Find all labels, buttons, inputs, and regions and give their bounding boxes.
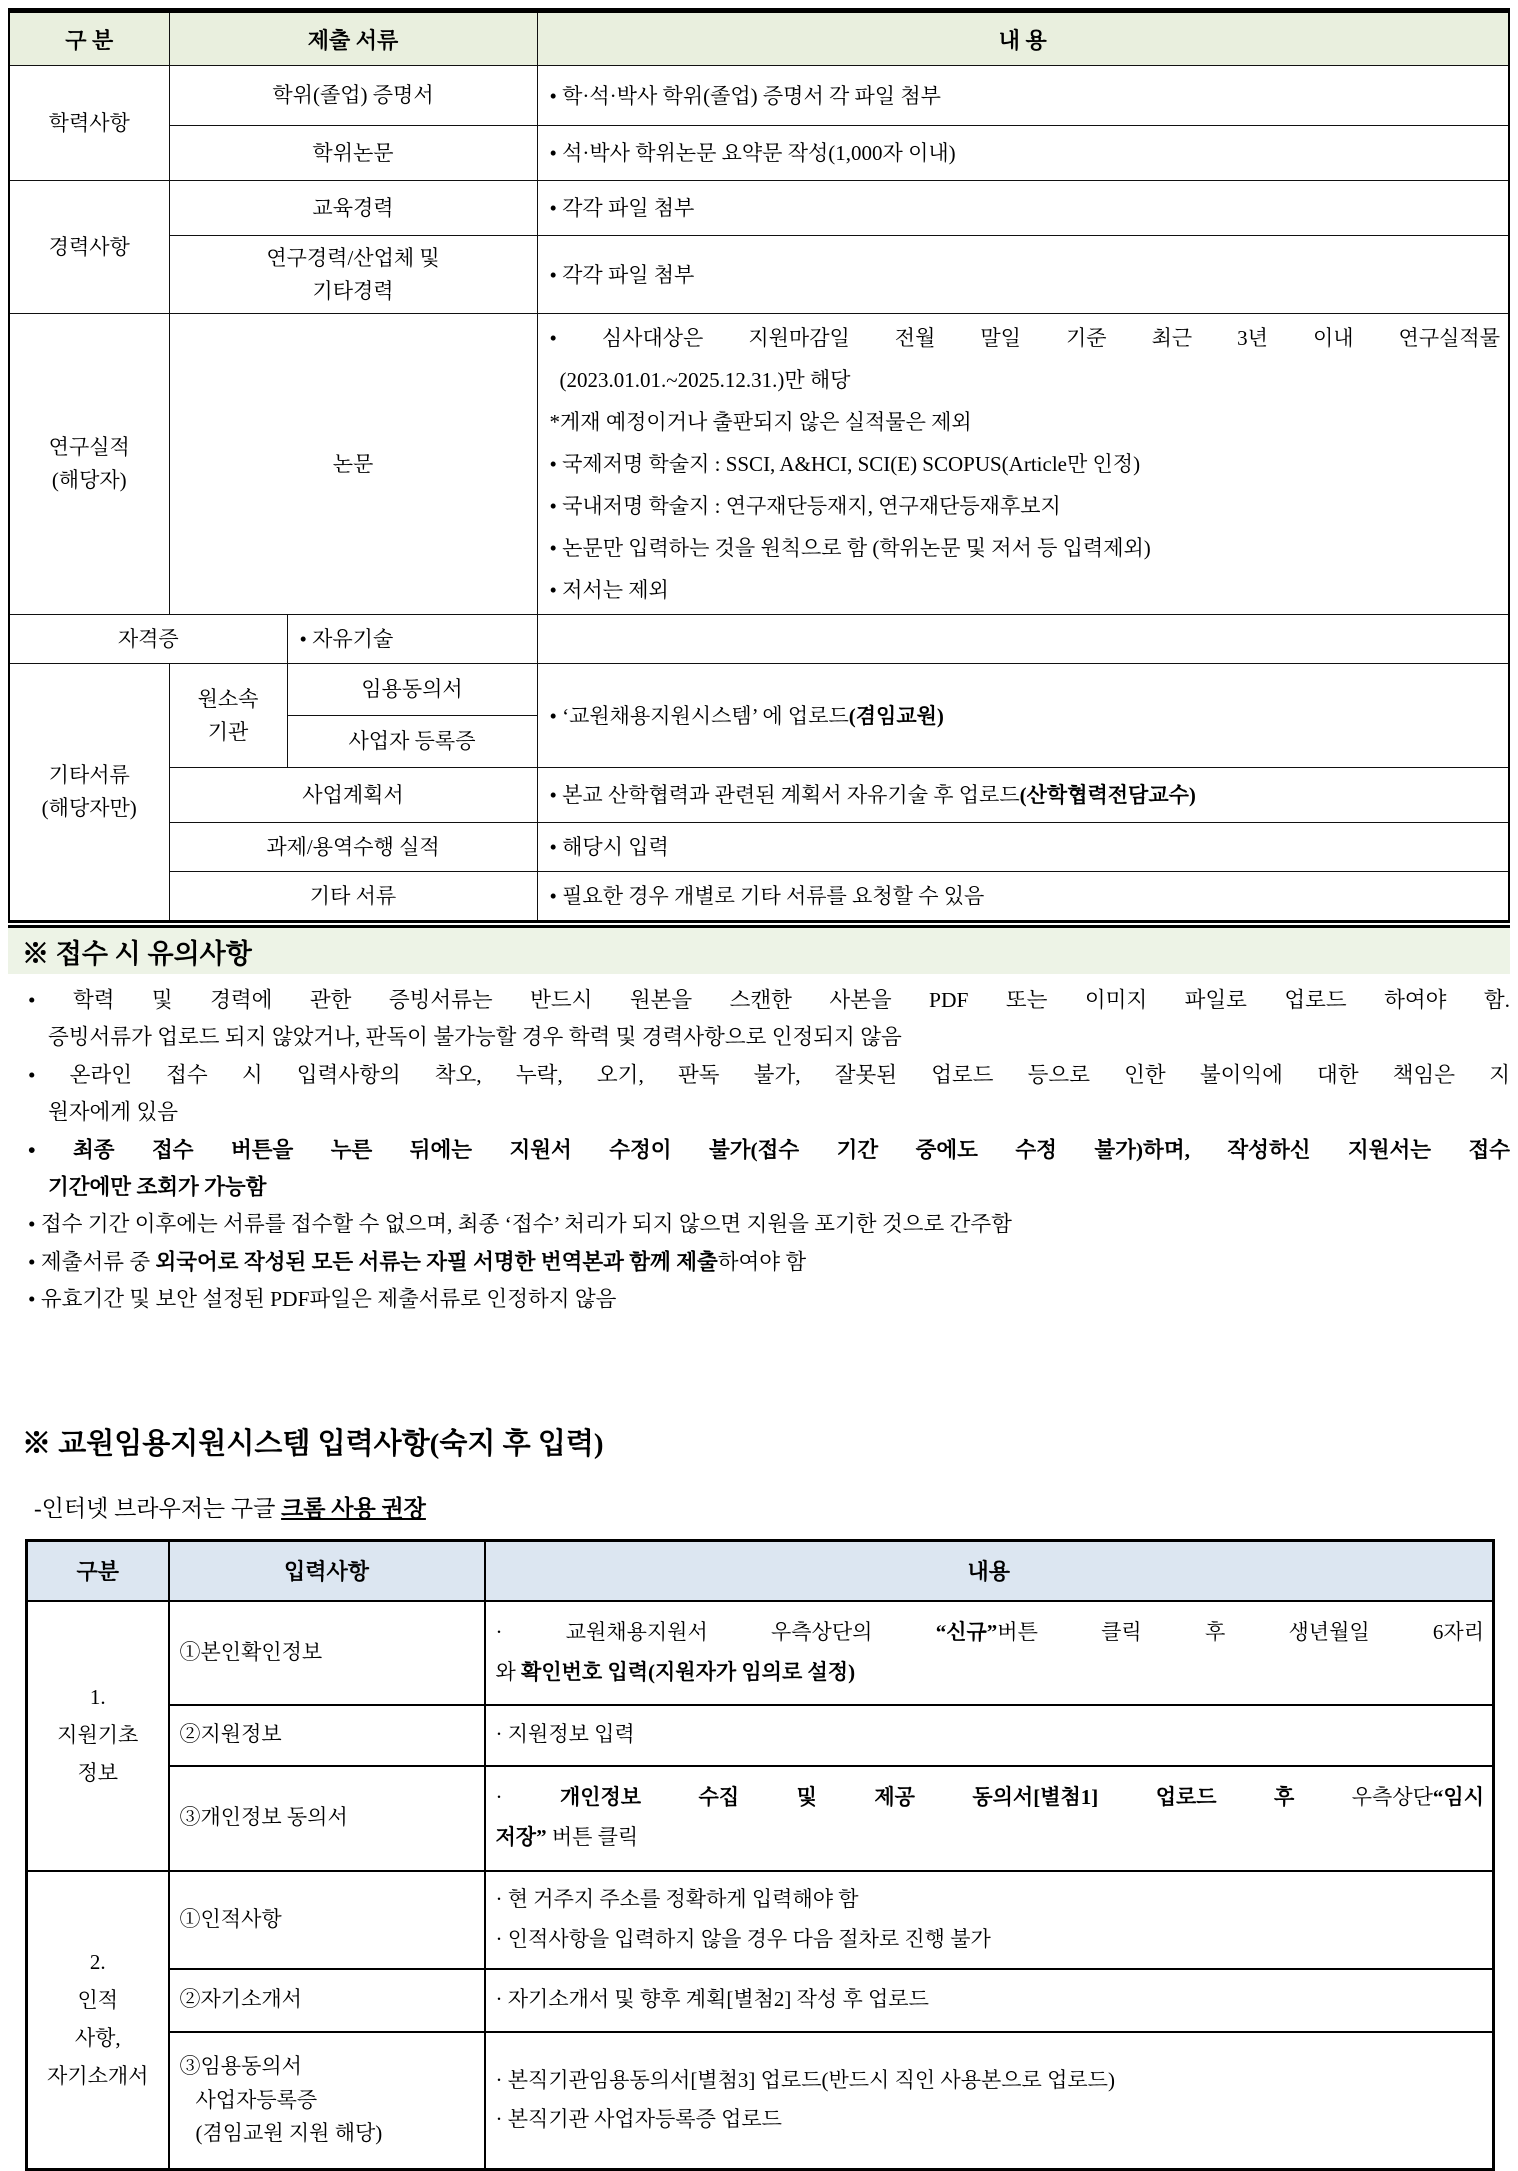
content-bold: 확인번호 입력(지원자가 임의로 설정) xyxy=(521,1659,856,1684)
notice-line: • 접수 기간 이후에는 서류를 접수할 수 없으며, 최종 ‘접수’ 처리가 되지 않으면 지원을 포기한 것으로 간주함 xyxy=(28,1212,1012,1237)
content-bold: 저장” xyxy=(495,1825,547,1850)
content-text: 버튼 클릭 xyxy=(546,1825,639,1850)
table-row xyxy=(9,236,1509,314)
group-cell-personal-info xyxy=(27,1871,169,2170)
input-label-line: 사업자등록증 xyxy=(195,2087,318,2112)
input-label: ②지원정보 xyxy=(169,1705,485,1766)
browser-note-emphasis: 크롬 사용 권장 xyxy=(281,1495,426,1521)
notice-text: 하여야 함 xyxy=(717,1249,807,1274)
notice-line: • 학력 및 경력에 관한 증빙서류는 반드시 원본을 스캔한 사본을 PDF 또는 이미지 파일로 업로드 하여야 함. xyxy=(28,988,1510,1012)
doc-content xyxy=(537,768,1509,823)
subgroup-line: 원소속 xyxy=(197,686,259,711)
input-content xyxy=(485,1601,1494,1705)
notice-item xyxy=(14,982,1510,1057)
browser-note-text: -인터넷 브라우저는 구글 xyxy=(34,1495,282,1521)
content-line: • 국내저명 학술지 : 연구재단등재지, 연구재단등재후보지 xyxy=(549,494,1061,518)
content-bold: (산학협력전담교수) xyxy=(1019,783,1196,807)
doc-content: • 해당시 입력 xyxy=(537,823,1509,872)
notice-line: • 온라인 접수 시 입력사항의 착오, 누락, 오기, 판독 불가, 잘못된 업로드 등으로 인한 불이익에 대한 책임은 지 xyxy=(28,1062,1510,1087)
content-bold: “신규” xyxy=(935,1619,998,1644)
table-row xyxy=(27,1766,1494,1871)
column-header-content: 내용 xyxy=(485,1540,1494,1601)
group-line: 기타서류 xyxy=(48,763,130,788)
content-text: · xyxy=(495,1785,560,1810)
input-content: · 지원정보 입력 xyxy=(485,1705,1494,1766)
table-row xyxy=(27,1601,1494,1705)
content-line: • 저서는 제외 xyxy=(549,578,669,602)
table-row xyxy=(9,768,1509,823)
notice-line: 원자에게 있음 xyxy=(48,1100,178,1125)
doc-content xyxy=(537,664,1509,768)
content-line: • 논문만 입력하는 것을 원칙으로 함 (학위논문 및 저서 등 입력제외) xyxy=(549,536,1151,560)
content-line xyxy=(496,1613,1485,1653)
group-cell-research xyxy=(9,314,169,615)
doc-label-line: 기타경력 xyxy=(312,278,394,303)
doc-content: • 필요한 경우 개별로 기타 서류를 요청할 수 있음 xyxy=(537,872,1509,925)
group-line: 사항, xyxy=(74,2025,121,2050)
content-text: 와 xyxy=(495,1659,522,1684)
content-line: *게재 예정이거나 출판되지 않은 실적물은 제외 xyxy=(549,410,972,434)
notice-line: 기간에만 조회가 가능함 xyxy=(48,1175,267,1200)
input-label-line: (겸임교원 지원 해당) xyxy=(195,2121,383,2146)
doc-content xyxy=(537,314,1509,615)
content-line xyxy=(496,1653,1485,1693)
doc-content: • 각각 파일 첨부 xyxy=(537,236,1509,314)
doc-content: • 석·박사 학위논문 요약문 작성(1,000자 이내) xyxy=(537,126,1509,181)
table-row xyxy=(9,126,1509,181)
subgroup-origin-org xyxy=(169,664,287,768)
doc-label: 과제/용역수행 실적 xyxy=(169,823,537,872)
table2-header-row xyxy=(27,1540,1494,1601)
notice-list xyxy=(14,982,1510,1319)
table-row xyxy=(27,1705,1494,1766)
group-line: 지원기초 xyxy=(57,1722,139,1747)
group-line: (해당자만) xyxy=(41,796,137,820)
notice-item xyxy=(14,1206,1510,1243)
group-cell-education: 학력사항 xyxy=(9,66,169,181)
content-line: • 국제저명 학술지 : SSCI, A&HCI, SCI(E) SCOPUS(Article만 인정) xyxy=(549,452,1141,476)
content-text: 버튼 클릭 후 생년월일 6자리 xyxy=(997,1619,1484,1644)
input-label: ③개인정보 동의서 xyxy=(169,1766,485,1871)
doc-content: • 학·석·박사 학위(졸업) 증명서 각 파일 첨부 xyxy=(537,66,1509,126)
group-cell-basic-info xyxy=(27,1601,169,1871)
group-cell-etc xyxy=(9,664,169,925)
doc-label: 학위(졸업) 증명서 xyxy=(169,66,537,126)
content-line: (2023.01.01.~2025.12.31.)만 해당 xyxy=(559,368,851,392)
table-row xyxy=(27,2032,1494,2170)
input-content xyxy=(485,1766,1494,1871)
doc-content: • 자유기술 xyxy=(287,615,537,664)
doc-label-line: 연구경력/산업체 및 xyxy=(266,245,440,270)
content-text: 우측상단 xyxy=(1294,1785,1433,1810)
group-cell-career: 경력사항 xyxy=(9,181,169,314)
group-line: 정보 xyxy=(77,1760,119,1785)
doc-label: 기타 서류 xyxy=(169,872,537,925)
input-label: ②자기소개서 xyxy=(169,1969,485,2032)
notice-title-bar: ※ 접수 시 유의사항 xyxy=(8,928,1510,974)
notice-line xyxy=(28,1244,1510,1281)
browser-recommendation xyxy=(34,1490,1510,1523)
table-row xyxy=(27,1969,1494,2032)
content-line: · 본직기관 사업자등록증 업로드 xyxy=(495,2107,782,2132)
content-text: · 교원채용지원서 우측상단의 xyxy=(495,1619,936,1644)
input-label: ①인적사항 xyxy=(169,1871,485,1969)
notice-bold: 외국어로 작성된 모든 서류는 자필 서명한 번역본과 함께 제출 xyxy=(155,1249,718,1274)
input-label: ①본인확인정보 xyxy=(169,1601,485,1705)
content-line: · 본직기관임용동의서[별첨3] 업로드(반드시 직인 사용본으로 업로드) xyxy=(495,2067,1115,2092)
doc-label: 임용동의서 xyxy=(287,664,537,716)
input-label-line: ③임용동의서 xyxy=(179,2054,302,2079)
doc-label: 교육경력 xyxy=(169,181,537,236)
content-line: · 현 거주지 주소를 정확하게 입력해야 함 xyxy=(495,1886,859,1911)
group-line: 연구실적 xyxy=(48,435,130,460)
input-content: · 자기소개서 및 향후 계획[별첨2] 작성 후 업로드 xyxy=(485,1969,1494,2032)
notice-line: • 유효기간 및 보안 설정된 PDF파일은 제출서류로 인정하지 않음 xyxy=(28,1287,617,1312)
group-line: 1. xyxy=(89,1684,106,1709)
submission-documents-table xyxy=(8,8,1510,928)
content-bold: 개인정보 수집 및 제공 동의서[별첨1] 업로드 후 xyxy=(559,1785,1295,1810)
table-row xyxy=(9,615,1509,664)
input-label xyxy=(169,2032,485,2170)
group-line: 2. xyxy=(89,1950,106,1975)
table-row xyxy=(9,664,1509,716)
notice-text: • 제출서류 중 xyxy=(28,1249,156,1274)
column-header-docs: 제출 서류 xyxy=(169,11,537,66)
content-text: • 본교 산학협력과 관련된 계획서 자유기술 후 업로드 xyxy=(549,783,1020,807)
table-row xyxy=(9,181,1509,236)
section2-heading: ※ 교원임용지원시스템 입력사항(숙지 후 입력) xyxy=(22,1427,604,1460)
table1-header-row xyxy=(9,11,1509,66)
input-system-table xyxy=(25,1539,1495,2171)
doc-label: 사업계획서 xyxy=(169,768,537,823)
table-row xyxy=(9,314,1509,615)
input-content xyxy=(485,2032,1494,2170)
table-row xyxy=(27,1871,1494,1969)
group-line: 인적 xyxy=(77,1988,119,2013)
group-line: (해당자) xyxy=(51,468,127,492)
content-line xyxy=(496,1778,1485,1818)
doc-label: 자격증 xyxy=(9,615,287,664)
table-row xyxy=(9,872,1509,925)
doc-label xyxy=(169,236,537,314)
content-bold: (겸임교원) xyxy=(848,703,944,728)
notice-item xyxy=(14,1132,1510,1207)
notice-item xyxy=(14,1281,1510,1318)
content-text: • ‘교원채용지원시스템’ 에 업로드 xyxy=(549,703,849,728)
doc-content: • 각각 파일 첨부 xyxy=(537,181,1509,236)
doc-label: 사업자 등록증 xyxy=(287,716,537,768)
column-header-content: 내 용 xyxy=(537,11,1509,66)
notice-item xyxy=(14,1057,1510,1132)
table-row xyxy=(9,823,1509,872)
notice-line: 증빙서류가 업로드 되지 않았거나, 판독이 불가능할 경우 학력 및 경력사항으로 인정되지 않음 xyxy=(48,1025,902,1050)
notice-line: • 최종 접수 버튼을 누른 뒤에는 지원서 수정이 불가(접수 기간 중에도 수정 불가)하며, 작성하신 지원서는 접수 xyxy=(28,1137,1510,1162)
content-line: • 심사대상은 지원마감일 전월 말일 기준 최근 3년 이내 연구실적물 xyxy=(549,326,1500,350)
notice-item xyxy=(14,1244,1510,1281)
group-line: 자기소개서 xyxy=(47,2063,149,2088)
subgroup-line: 기관 xyxy=(207,719,249,744)
content-line xyxy=(496,1818,1485,1858)
column-header-input: 입력사항 xyxy=(169,1540,485,1601)
content-bold: “임시 xyxy=(1432,1785,1484,1810)
content-line: · 인적사항을 입력하지 않을 경우 다음 절차로 진행 불가 xyxy=(495,1926,991,1951)
doc-label: 학위논문 xyxy=(169,126,537,181)
column-header-gubun: 구 분 xyxy=(9,11,169,66)
column-header-gubun: 구분 xyxy=(27,1540,169,1601)
doc-label: 논문 xyxy=(169,314,537,615)
table-row xyxy=(9,66,1509,126)
input-content xyxy=(485,1871,1494,1969)
